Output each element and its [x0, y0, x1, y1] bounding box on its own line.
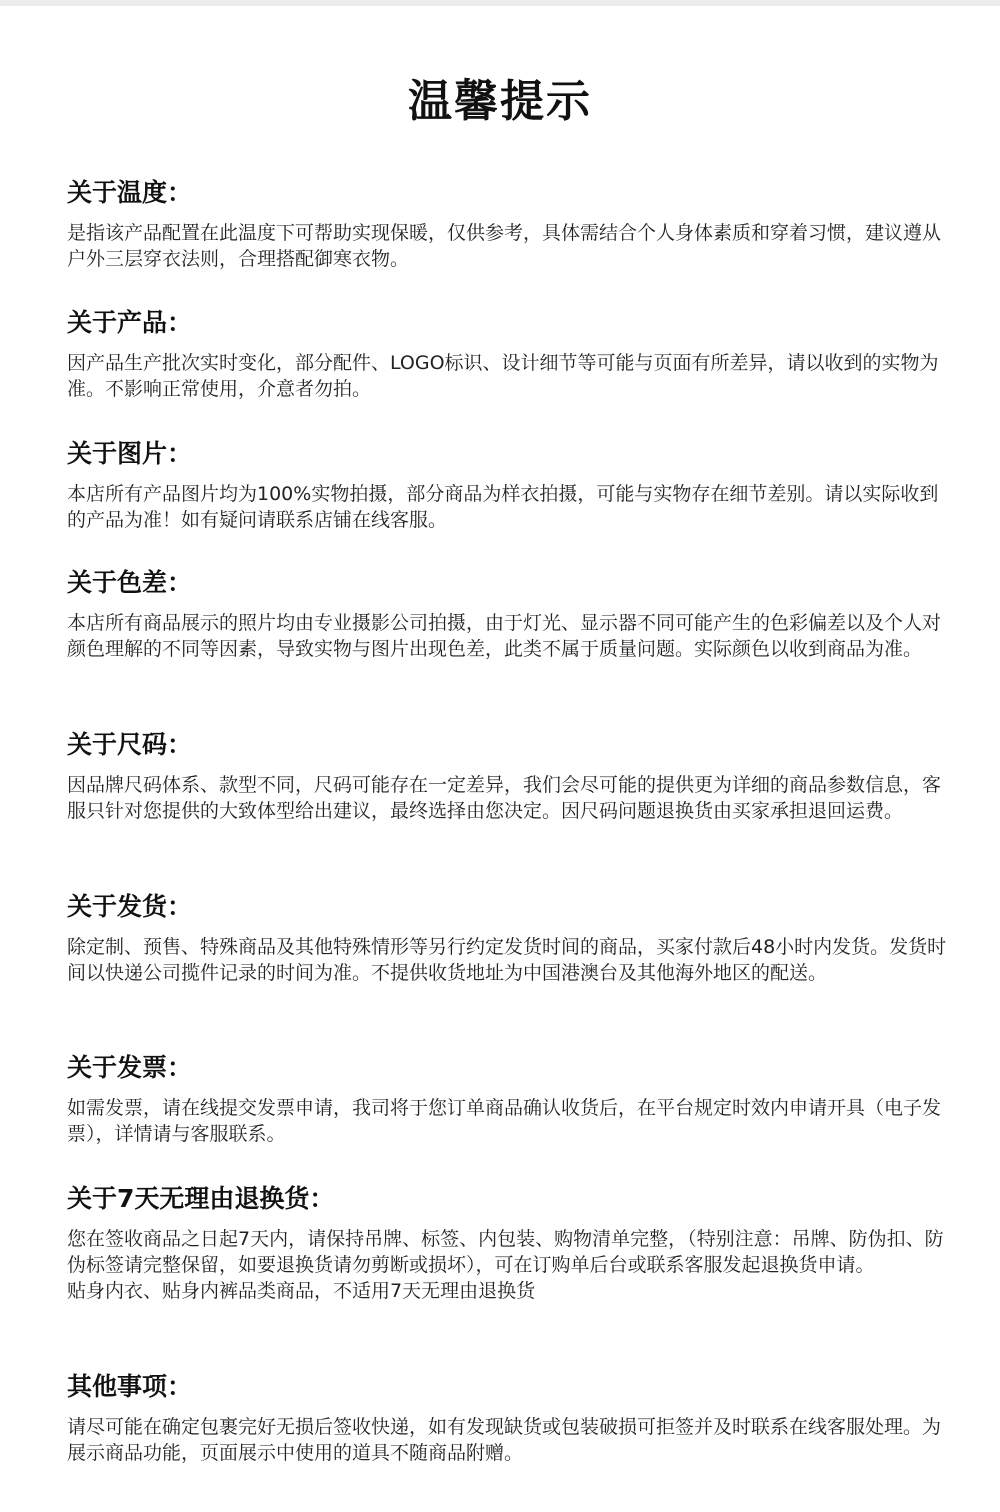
section-paragraph: 因品牌尺码体系、款型不同，尺码可能存在一定差异，我们会尽可能的提供更为详细的商品参数信息，客服只针对您提供的大致体型给出建议，最终选择由您决定。因尺码问题退换货由买家承担退回运费。	[67, 774, 942, 822]
section-heading: 关于色差：	[67, 568, 193, 597]
section-body	[67, 1226, 947, 1304]
section-paragraph: 除定制、预售、特殊商品及其他特殊情形等另行约定发货时间的商品，买家付款后48小时内发货。发货时间以快递公司揽件记录的时间为准。不提供收货地址为中国港澳台及其他海外地区的配送。	[67, 936, 947, 984]
section-body	[67, 481, 947, 533]
section-heading: 关于产品：	[67, 308, 193, 337]
section-7-day-return	[67, 1182, 947, 1304]
section-temperature	[67, 176, 947, 272]
section-heading: 关于发货：	[67, 892, 193, 921]
section-heading: 其他事项：	[67, 1372, 193, 1401]
section-size	[67, 728, 947, 824]
section-heading: 关于尺码：	[67, 730, 193, 759]
section-other-matters	[67, 1370, 947, 1466]
section-heading: 关于7天无理由退换货：	[67, 1184, 335, 1213]
section-product	[67, 306, 947, 402]
section-paragraph: 请尽可能在确定包裹完好无损后签收快递，如有发现缺货或包装破损可拒签并及时联系在线客服处理。为展示商品功能，页面展示中使用的道具不随商品附赠。	[67, 1416, 942, 1464]
section-body	[67, 350, 947, 402]
section-paragraph: 您在签收商品之日起7天内，请保持吊牌、标签、内包装、购物清单完整，（特别注意：吊牌、防伪扣、防伪标签请完整保留，如要退换货请勿剪断或损坏），可在订购单后台或联系客服发起退换货申请。	[67, 1228, 944, 1276]
section-paragraph: 是指该产品配置在此温度下可帮助实现保暖，仅供参考，具体需结合个人身体素质和穿着习惯，建议遵从户外三层穿衣法则，合理搭配御寒衣物。	[67, 222, 942, 270]
section-body	[67, 934, 947, 986]
section-body	[67, 220, 947, 272]
section-body	[67, 772, 947, 824]
section-paragraph: 贴身内衣、贴身内裤品类商品，不适用7天无理由退换货	[67, 1280, 536, 1302]
section-images	[67, 437, 947, 533]
section-paragraph: 本店所有产品图片均为100%实物拍摄，部分商品为样衣拍摄，可能与实物存在细节差别。请以实际收到的产品为准！如有疑问请联系店铺在线客服。	[67, 483, 939, 531]
section-color-difference	[67, 566, 947, 662]
section-body	[67, 610, 947, 662]
section-heading: 关于发票：	[67, 1053, 193, 1082]
section-heading: 关于温度：	[67, 178, 193, 207]
section-body	[67, 1095, 947, 1147]
section-invoice	[67, 1051, 947, 1147]
section-heading: 关于图片：	[67, 439, 193, 468]
section-paragraph: 本店所有商品展示的照片均由专业摄影公司拍摄，由于灯光、显示器不同可能产生的色彩偏差以及个人对颜色理解的不同等因素，导致实物与图片出现色差，此类不属于质量问题。实际颜色以收到商品为准。	[67, 612, 942, 660]
section-paragraph: 因产品生产批次实时变化，部分配件、LOGO标识、设计细节等可能与页面有所差异，请以收到的实物为准。不影响正常使用，介意者勿拍。	[67, 352, 939, 400]
section-shipping	[67, 890, 947, 986]
section-paragraph: 如需发票，请在线提交发票申请，我司将于您订单商品确认收货后，在平台规定时效内申请开具（电子发票），详情请与客服联系。	[67, 1097, 942, 1145]
section-body	[67, 1414, 947, 1466]
top-divider-strip	[0, 0, 1000, 6]
page-title: 温馨提示	[408, 76, 592, 127]
